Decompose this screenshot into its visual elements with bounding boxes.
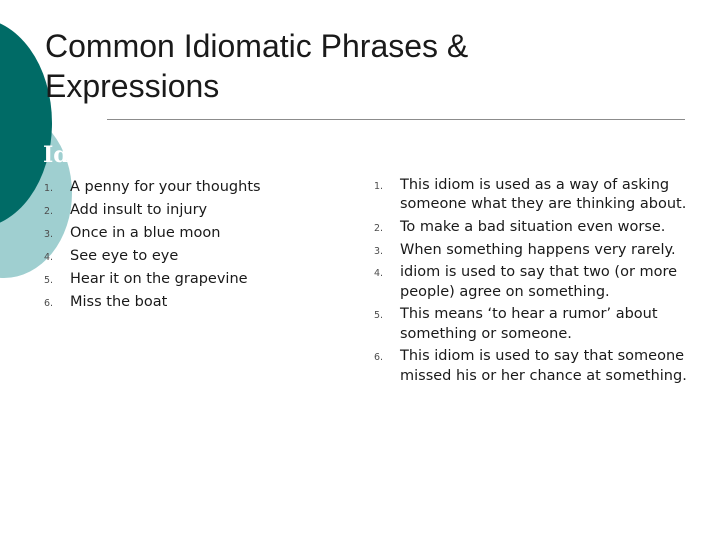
- item-number: 6.: [374, 352, 384, 364]
- item-number: 3.: [44, 229, 54, 240]
- list-item: [374, 305, 694, 344]
- list-item: [374, 263, 694, 302]
- idiom-text: Add insult to injury: [70, 202, 208, 218]
- meaning-text: idiom is used to say that two (or more people) agree on something.: [400, 264, 678, 300]
- meaning-text: This idiom is used to say that someone missed his or her chance at something.: [400, 348, 687, 384]
- list-item: [44, 199, 334, 222]
- item-number: 4.: [374, 268, 384, 280]
- idiom-text: Hear it on the grapevine: [70, 271, 248, 287]
- item-number: 3.: [374, 245, 384, 257]
- list-item: [374, 347, 694, 386]
- list-item: [44, 268, 334, 291]
- item-number: 5.: [374, 310, 384, 322]
- section-heading: Idioms: [43, 142, 128, 168]
- list-item: [44, 176, 334, 199]
- item-number: 1.: [44, 183, 54, 194]
- list-item: [44, 291, 334, 314]
- list-item: [44, 222, 334, 245]
- title-divider: [107, 119, 685, 120]
- list-item: [374, 218, 694, 237]
- meaning-text: When something happens very rarely.: [400, 241, 676, 258]
- idiom-text: Miss the boat: [70, 294, 168, 310]
- item-number: 2.: [374, 222, 384, 234]
- list-item: [374, 176, 694, 215]
- item-number: 1.: [374, 181, 384, 192]
- item-number: 5.: [44, 275, 54, 286]
- meaning-text: To make a bad situation even worse.: [400, 218, 666, 235]
- list-item: [374, 241, 694, 260]
- item-number: 2.: [44, 206, 54, 217]
- idiom-list: [44, 176, 334, 314]
- meaning-text: This idiom is used as a way of asking someone what they are thinking about.: [400, 177, 687, 213]
- item-number: 4.: [44, 252, 54, 263]
- idiom-text: Once in a blue moon: [70, 225, 221, 241]
- meaning-text: This means ‘to hear a rumor’ about something or someone.: [400, 306, 658, 342]
- list-item: [44, 245, 334, 268]
- idiom-text: See eye to eye: [70, 248, 179, 264]
- item-number: 6.: [44, 298, 54, 309]
- meaning-list: [374, 176, 694, 389]
- slide-title: Common Idiomatic Phrases & Expressions: [45, 28, 469, 104]
- idiom-text: A penny for your thoughts: [70, 179, 261, 195]
